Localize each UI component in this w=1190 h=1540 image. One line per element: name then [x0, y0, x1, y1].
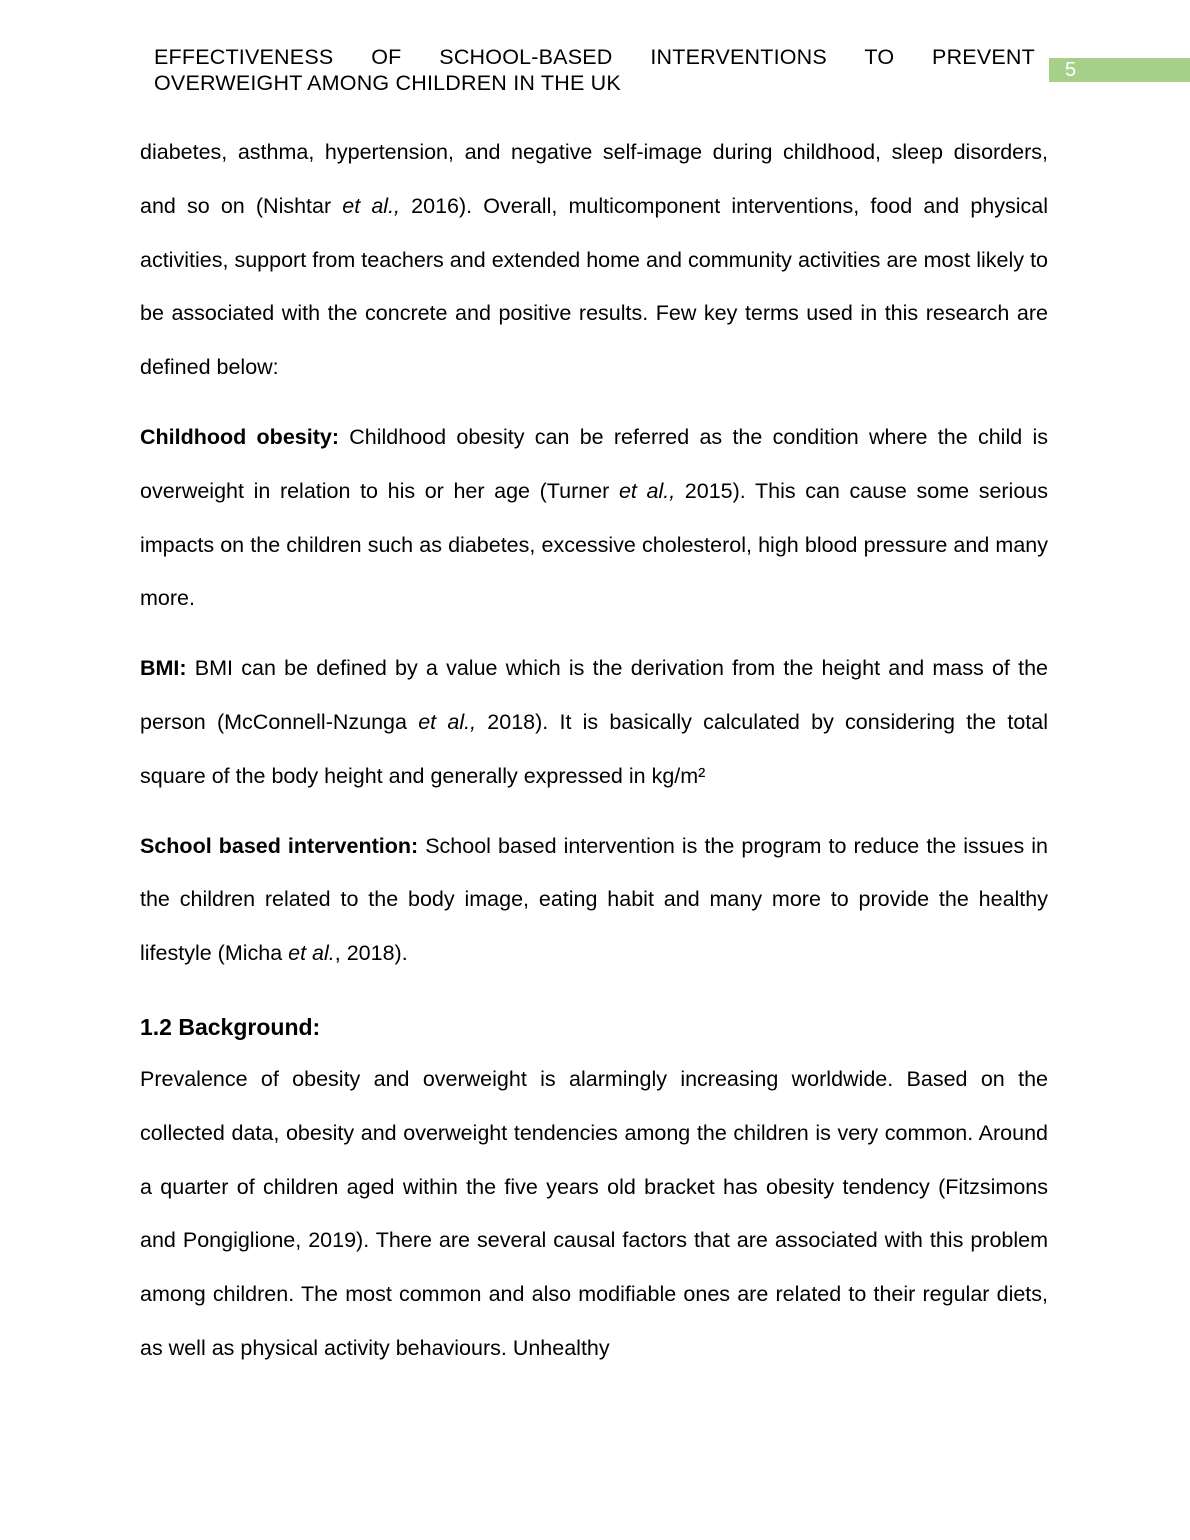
document-body — [140, 126, 1048, 1376]
header-title-line-2: OVERWEIGHT AMONG CHILDREN IN THE UK — [154, 71, 621, 95]
page-number: 5 — [1065, 59, 1077, 81]
definition-childhood-obesity: Childhood obesity: Childhood obesity can be referred as the condition where the child is overweight in relation to his or her age (Turner et al., 2015). This can cause some serious impacts on the children such as diabetes, excessive cholesterol, high blood pressure and many more. — [140, 424, 1048, 611]
running-header — [154, 44, 1035, 96]
term-school-based-intervention: School based intervention: — [140, 833, 419, 858]
term-bmi: BMI: — [140, 656, 187, 681]
page-number-badge — [1049, 58, 1190, 82]
term-childhood-obesity: Childhood obesity: — [140, 424, 339, 449]
definition-bmi: BMI: BMI can be defined by a value which is the derivation from the height and mass of the person (McConnell-Nzunga et al., 2018). It is basically calculated by considering the total square of the body height and generally expressed in kg/m² — [140, 656, 1048, 788]
intro-paragraph: diabetes, asthma, hypertension, and negative self-image during childhood, sleep disorders, and so on (Nishtar et al., 2016). Overall, multicomponent interventions, food and physical activities, support from teachers and extended home and community activities are most likely to be associated with the concrete and positive results. Few key terms used in this research are defined below: — [140, 140, 1049, 380]
background-paragraph: Prevalence of obesity and overweight is alarmingly increasing worldwide. Based on the collected data, obesity and overweight tendencies among the children is very common. Around a quarter of children aged within the five years old bracket has obesity tendency (Fitzsimons and Pongiglione, 2019). There are several causal factors that are associated with this problem among children. The most common and also modifiable ones are related to their regular diets, as well as physical activity behaviours. Unhealthy — [140, 1066, 1048, 1360]
header-title-line-1: EFFECTIVENESS OF SCHOOL-BASED INTERVENTIONS TO PREVENT — [154, 45, 1035, 69]
section-heading-background: 1.2 Background: — [140, 1013, 321, 1040]
definition-school-based-intervention: School based intervention: School based intervention is the program to reduce the issues in the children related to the body image, eating habit and many more to provide the healthy lifestyle (Micha et al., 2018). — [140, 833, 1049, 966]
